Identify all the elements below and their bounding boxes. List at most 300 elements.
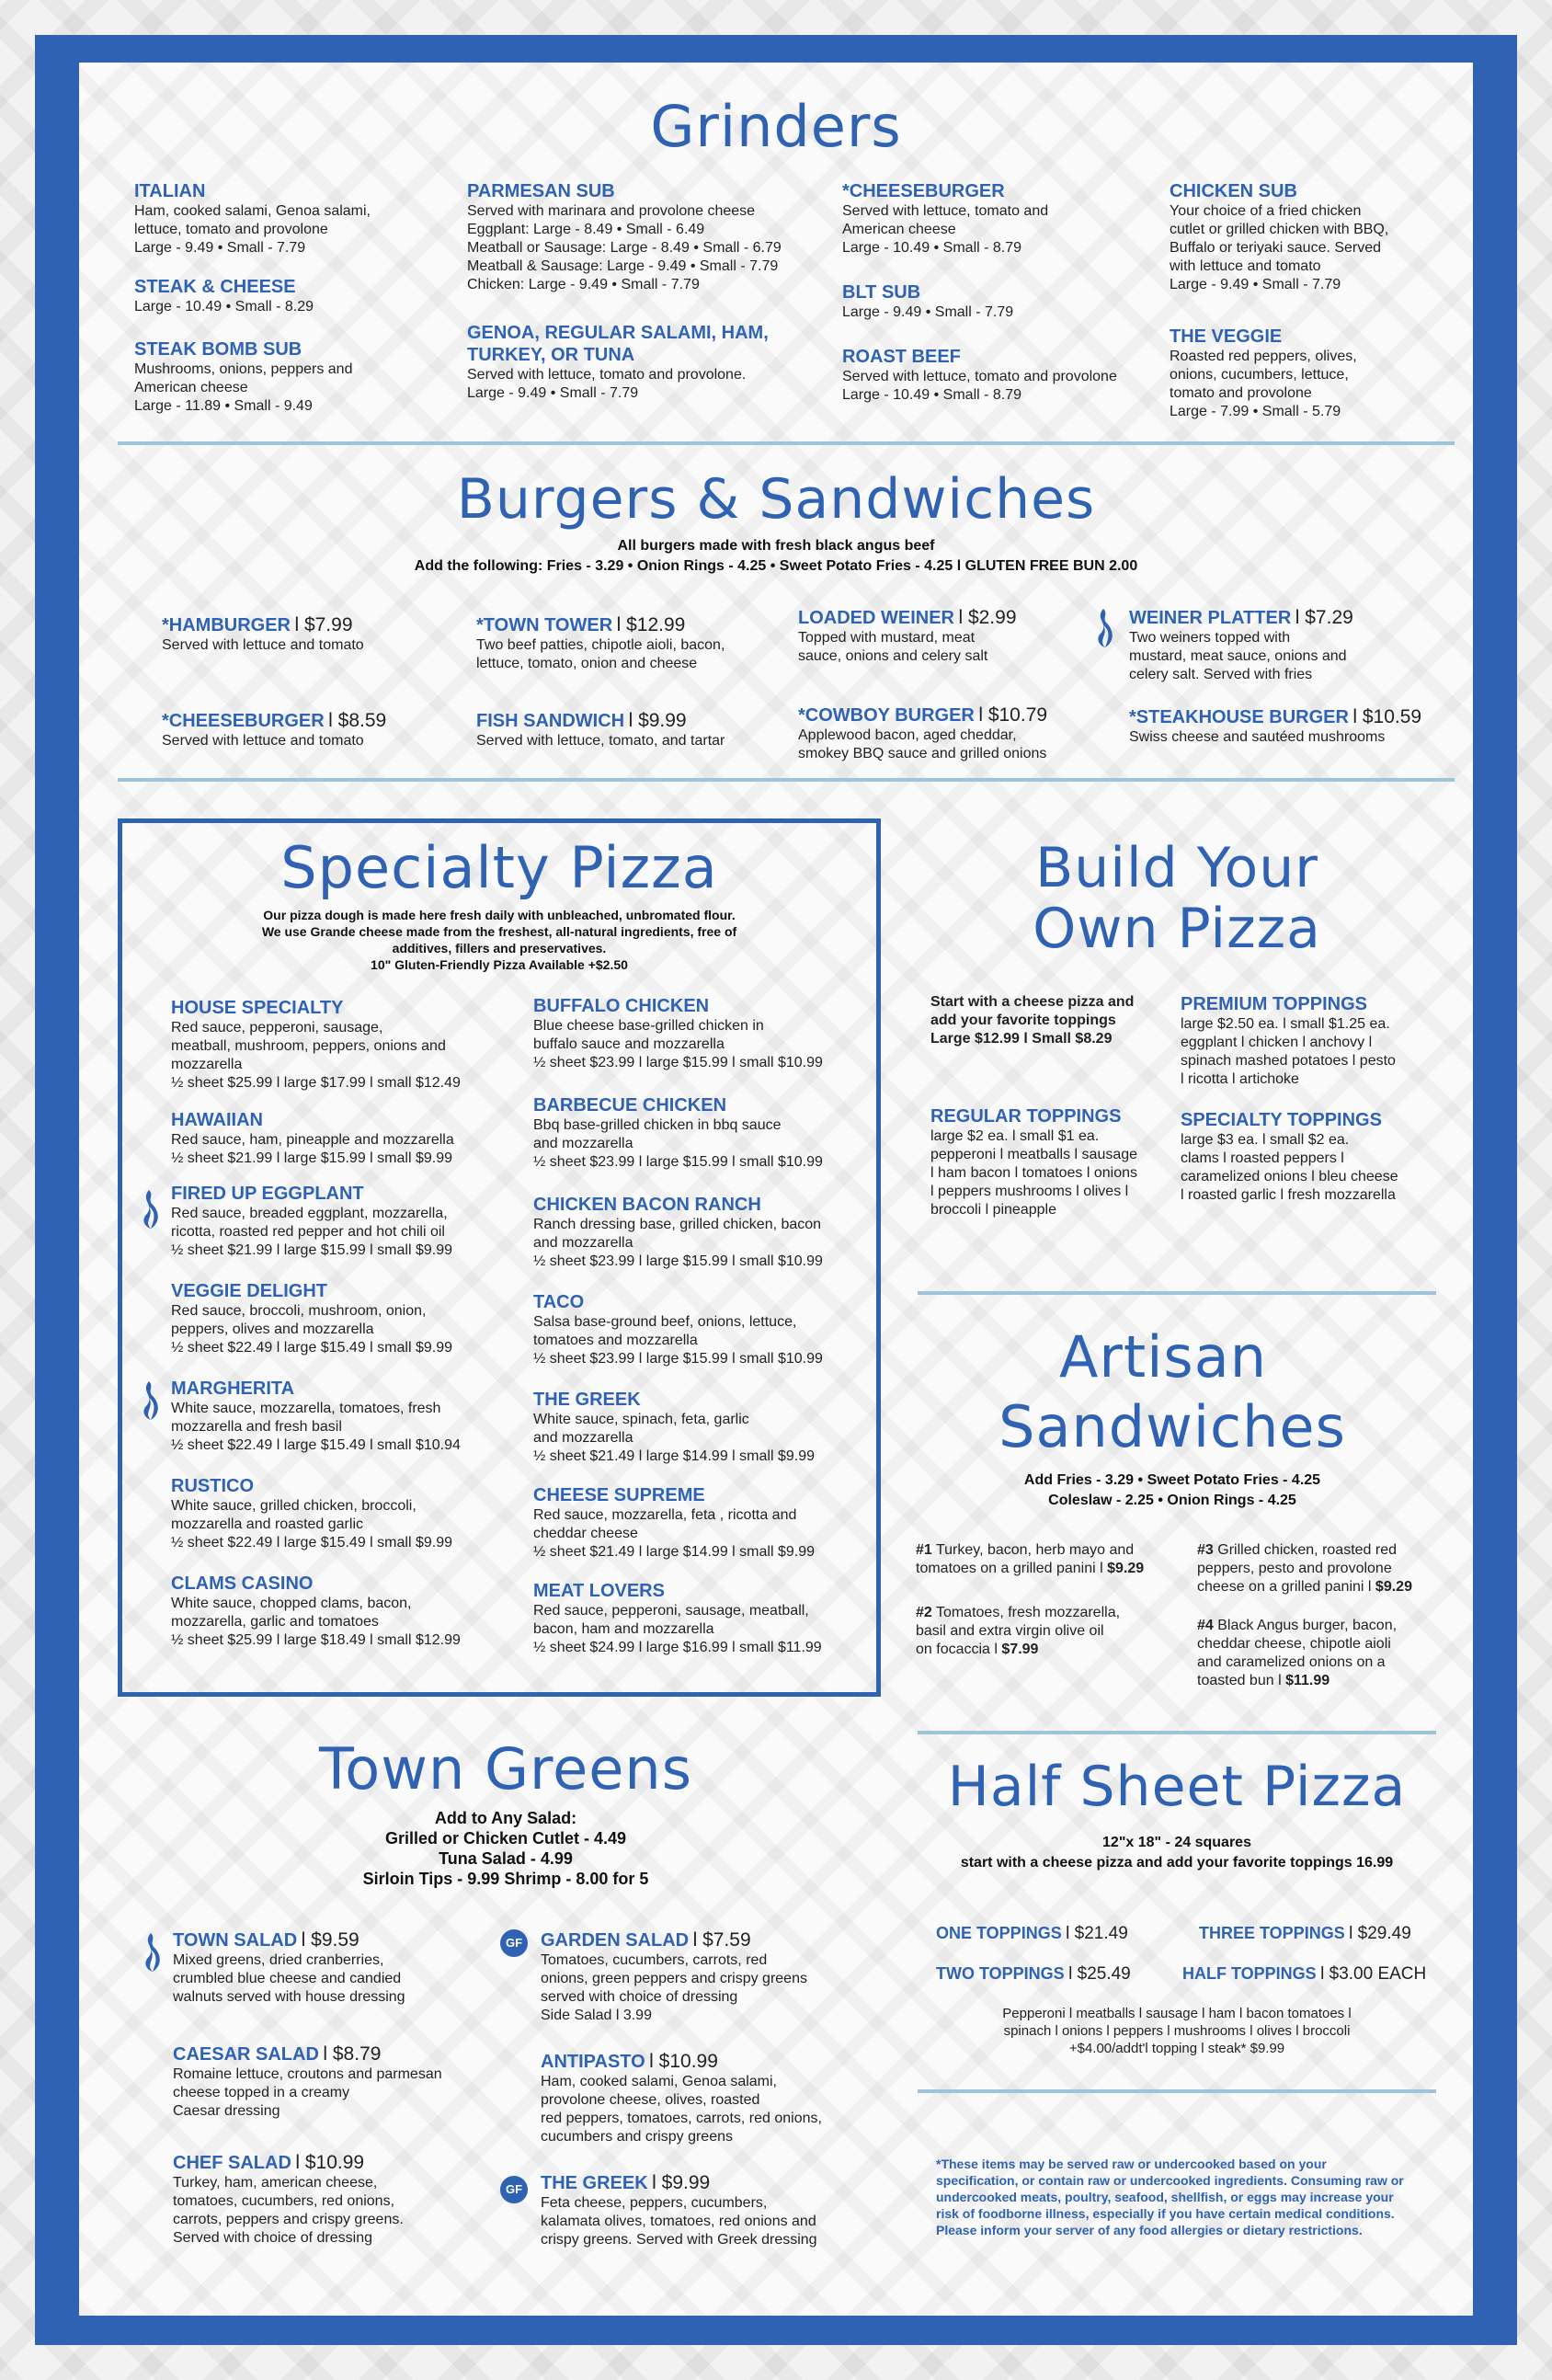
item-desc: and mozzarella [533, 1430, 633, 1446]
byo-title-line1: Build Your [1035, 836, 1318, 900]
item-desc: meatball, mushroom, peppers, onions and [171, 1038, 446, 1054]
sandwich-number: #4 [1197, 1618, 1214, 1633]
item-name: TACO [533, 1292, 585, 1312]
item-name: TWO TOPPINGS [936, 1964, 1065, 1983]
byo-start-line: add your favorite toppings [930, 1013, 1116, 1028]
item-name: CAESAR SALAD [173, 2044, 319, 2065]
item-desc: buffalo sauce and mozzarella [533, 1036, 725, 1052]
intro-line: 10" Gluten-Friendly Pizza Available +$2.50 [371, 957, 628, 972]
item-price: ½ sheet $21.49 l large $14.99 l small $9.99 [533, 1544, 815, 1560]
flame-icon [138, 1931, 165, 1974]
item-name: WEINER PLATTER [1129, 608, 1292, 628]
item-desc: American cheese [842, 222, 956, 237]
toppings-line: Pepperoni l meatballs l sausage l ham l bacon tomatoes l [1002, 2006, 1352, 2021]
byo-start [930, 993, 1179, 1048]
item-desc: red peppers, tomatoes, carrots, red onions, [541, 2111, 822, 2126]
item-desc: Two beef patties, chipotle aioli, bacon, [476, 637, 725, 653]
item-price: l $2.99 [958, 607, 1017, 628]
byo-specialty-toppings [1181, 1109, 1447, 1205]
item-desc: Served with lettuce, tomato and provolone [842, 369, 1117, 384]
item-desc: mozzarella, garlic and tomatoes [171, 1614, 379, 1630]
item-price: Large - 9.49 • Small - 7.79 [467, 385, 639, 401]
item-desc: American cheese [134, 380, 248, 395]
item-desc: peppers, pesto and provolone [1197, 1561, 1392, 1576]
item-desc: Turkey, bacon, herb mayo and [935, 1542, 1135, 1558]
grinder-veggie [1170, 326, 1445, 421]
item-name: BARBECUE CHICKEN [533, 1095, 727, 1116]
add-on-line: Sirloin Tips - 9.99 Shrimp - 8.00 for 5 [362, 1870, 649, 1888]
item-price: ½ sheet $21.49 l large $14.99 l small $9.99 [533, 1448, 815, 1464]
item-price: ½ sheet $25.99 l large $17.99 l small $12.49 [171, 1075, 461, 1091]
item-desc: broccoli l pineapple [930, 1202, 1056, 1218]
item-name: CHICKEN SUB [1170, 181, 1297, 201]
item-desc: Applewood bacon, aged cheddar, [798, 727, 1017, 743]
item-desc: Served with lettuce and tomato [162, 637, 364, 653]
item-price: large $2 ea. l small $1 ea. [930, 1128, 1100, 1144]
artisan-title-line2: Sandwiches [999, 1393, 1346, 1460]
item-desc: Roasted red peppers, olives, [1170, 349, 1357, 364]
artisan-2 [916, 1604, 1182, 1659]
item-price: Large - 11.89 • Small - 9.49 [134, 398, 313, 414]
flame-icon [1090, 607, 1118, 649]
item-desc: l roasted garlic l fresh mozzarella [1181, 1187, 1396, 1203]
intro-line: We use Grande cheese made from the freshest, all-natural ingredients, free of [261, 924, 737, 939]
halfsheet-half [1182, 1962, 1426, 1985]
item-price: ½ sheet $22.49 l large $15.49 l small $10.94 [171, 1437, 461, 1453]
notice-line: risk of foodborne illness, especially if you have certain medical conditions. [936, 2206, 1395, 2221]
item-price: Meatball or Sausage: Large - 8.49 • Small - 6.79 [467, 240, 782, 256]
item-price: Large - 7.99 • Small - 5.79 [1170, 404, 1341, 419]
pizza-fired-up-eggplant [171, 1183, 502, 1260]
grinder-blt [842, 281, 1164, 322]
item-price: ½ sheet $21.99 l large $15.99 l small $9.99 [171, 1150, 452, 1166]
item-price: Large - 9.49 • Small - 7.79 [1170, 277, 1341, 292]
greens-title: Town Greens [318, 1735, 693, 1802]
item-desc: kalamata olives, tomatoes, red onions and [541, 2214, 816, 2229]
halfsheet-two [936, 1962, 1131, 1985]
item-name: CHEF SALAD [173, 2153, 291, 2173]
item-desc: Served with lettuce, tomato, and tartar [476, 733, 725, 749]
halfsheet-start: start with a cheese pizza and add your favorite toppings 16.99 [960, 1855, 1394, 1871]
divider [118, 778, 1455, 782]
greens-add-ons [276, 1808, 736, 1889]
item-price: l $8.79 [323, 2043, 382, 2065]
item-name: MARGHERITA [171, 1379, 295, 1399]
toppings-line: +$4.00/addt'l topping l steak* $9.99 [1068, 2041, 1285, 2056]
item-price: Large - 10.49 • Small - 8.79 [842, 240, 1022, 256]
item-name: FIRED UP EGGPLANT [171, 1184, 364, 1204]
gf-badge-icon: GF [500, 2176, 528, 2203]
item-name: PREMIUM TOPPINGS [1181, 994, 1367, 1014]
item-desc: Salsa base-ground beef, onions, lettuce, [533, 1314, 797, 1330]
item-desc: smokey BBQ sauce and grilled onions [798, 746, 1047, 761]
item-price: l $7.99 [294, 614, 353, 635]
halfsheet-size: 12"x 18" - 24 squares [1102, 1835, 1251, 1850]
pizza-rustico [171, 1475, 502, 1552]
item-name: GENOA, REGULAR SALAMI, HAM, [467, 323, 769, 343]
item-name: STEAK BOMB SUB [134, 339, 302, 360]
item-name: THE VEGGIE [1170, 326, 1283, 347]
item-name: ROAST BEEF [842, 347, 961, 367]
item-name: TOWN SALAD [173, 1930, 298, 1951]
item-desc: Swiss cheese and sautéed mushrooms [1129, 729, 1386, 745]
item-price: Side Salad l 3.99 [541, 2008, 652, 2023]
specialty-intro [165, 907, 833, 973]
item-desc: Mixed greens, dried cranberries, [173, 1952, 384, 1968]
item-desc: Black Angus burger, bacon, [1217, 1618, 1398, 1633]
grinder-steak-cheese [134, 276, 438, 316]
item-price: large $2.50 ea. l small $1.25 ea. [1181, 1016, 1390, 1032]
pizza-chicken-bacon-ranch [533, 1194, 864, 1271]
item-desc: mozzarella and roasted garlic [171, 1516, 363, 1532]
item-desc: Ham, cooked salami, Genoa salami, [541, 2074, 777, 2089]
byo-title-line2: Own Pizza [1033, 897, 1321, 961]
burger-hamburger [162, 614, 456, 655]
pizza-house-specialty [171, 997, 502, 1093]
item-name: ITALIAN [134, 181, 206, 201]
item-desc: clams l roasted peppers l [1181, 1150, 1344, 1166]
item-desc: Served with lettuce and tomato [162, 733, 364, 749]
item-desc: toasted bun l [1197, 1673, 1282, 1688]
pizza-buffalo-chicken [533, 995, 864, 1072]
item-name: RUSTICO [171, 1476, 254, 1496]
byo-start-price: Large $12.99 l Small $8.29 [930, 1031, 1113, 1047]
item-desc: onions, green peppers and crispy greens [541, 1971, 807, 1986]
item-desc: Turkey, ham, american cheese, [173, 2175, 378, 2191]
item-desc: Red sauce, pepperoni, sausage, [171, 1020, 383, 1036]
item-desc: Served with choice of dressing [173, 2230, 372, 2246]
grinder-roast-beef [842, 346, 1164, 405]
item-desc: Caesar dressing [173, 2103, 280, 2119]
divider [118, 441, 1455, 445]
item-desc: tomatoes on a grilled panini l [916, 1561, 1103, 1576]
item-desc: lettuce, tomato, onion and cheese [476, 656, 698, 671]
item-price: ½ sheet $23.99 l large $15.99 l small $10.99 [533, 1253, 823, 1269]
item-desc: with lettuce and tomato [1170, 258, 1321, 274]
pizza-the-greek [533, 1389, 864, 1466]
item-name: REGULAR TOPPINGS [930, 1106, 1122, 1127]
grinder-italian [134, 180, 438, 257]
salad-antipasto [541, 2051, 872, 2146]
salad-chef [173, 2152, 485, 2248]
item-desc: Buffalo or teriyaki sauce. Served [1170, 240, 1382, 256]
item-price: ½ sheet $22.49 l large $15.49 l small $9.99 [171, 1340, 452, 1356]
item-price: l $10.79 [978, 704, 1048, 726]
item-desc: Tomatoes, fresh mozzarella, [935, 1605, 1121, 1620]
artisan-title-line1: Artisan [1058, 1323, 1268, 1390]
salad-garden [541, 1929, 872, 2025]
burger-town-tower [476, 614, 789, 673]
item-name-cont: TURKEY, OR TUNA [467, 345, 635, 365]
artisan-4 [1197, 1617, 1455, 1690]
item-desc: crispy greens. Served with Greek dressing [541, 2232, 817, 2248]
item-name: PARMESAN SUB [467, 181, 615, 201]
item-desc: White sauce, mozzarella, tomatoes, fresh [171, 1401, 441, 1416]
notice-line: specification, or contain raw or undercooked ingredients. Consuming raw or [936, 2173, 1404, 2188]
byo-premium-toppings [1181, 993, 1447, 1089]
item-desc: caramelized onions l bleu cheese [1181, 1169, 1398, 1184]
item-desc: on focaccia l [916, 1642, 998, 1657]
item-price: $9.29 [1375, 1579, 1412, 1595]
item-price: Large - 10.49 • Small - 8.79 [842, 387, 1022, 403]
item-name: THE GREEK [533, 1390, 641, 1410]
item-price: l $8.59 [328, 710, 387, 731]
pizza-clams-casino [171, 1573, 502, 1650]
artisan-addons-2: Coleslaw - 2.25 • Onion Rings - 4.25 [1048, 1493, 1296, 1508]
burger-cheeseburger [162, 710, 456, 750]
item-desc: Your choice of a fried chicken [1170, 203, 1362, 219]
item-desc: Grilled chicken, roasted red [1217, 1542, 1398, 1558]
item-desc: Feta cheese, peppers, cucumbers, [541, 2195, 768, 2211]
salad-town [173, 1929, 485, 2007]
sandwich-number: #3 [1197, 1542, 1214, 1558]
item-desc: Red sauce, pepperoni, sausage, meatball, [533, 1603, 809, 1619]
pizza-cheese-supreme [533, 1484, 864, 1562]
item-desc: eggplant l chicken l anchovy l [1181, 1035, 1373, 1050]
item-desc: White sauce, spinach, feta, garlic [533, 1412, 749, 1427]
item-name: CHICKEN BACON RANCH [533, 1195, 761, 1215]
item-name: THE GREEK [541, 2173, 648, 2193]
item-desc: peppers, olives and mozzarella [171, 1322, 374, 1337]
burger-loaded-weiner [798, 607, 1101, 666]
item-desc: sauce, onions and celery salt [798, 648, 988, 664]
item-desc: Bbq base-grilled chicken in bbq sauce [533, 1117, 782, 1133]
item-desc: Red sauce, ham, pineapple and mozzarella [171, 1132, 454, 1148]
item-desc: cucumbers and crispy greens [541, 2129, 733, 2145]
pizza-barbecue-chicken [533, 1094, 864, 1172]
item-name: *CHEESEBURGER [842, 181, 1005, 201]
item-desc: and mozzarella [533, 1235, 633, 1251]
item-desc: cheese on a grilled panini l [1197, 1579, 1372, 1595]
item-price: Meatball & Sausage: Large - 9.49 • Small - 7.79 [467, 258, 779, 274]
item-desc: mozzarella [171, 1057, 243, 1072]
item-desc: White sauce, chopped clams, bacon, [171, 1596, 412, 1611]
pizza-margherita [171, 1378, 502, 1455]
item-desc: and mozzarella [533, 1136, 633, 1151]
item-desc: l ham bacon l tomatoes l onions [930, 1165, 1138, 1181]
item-desc: cutlet or grilled chicken with BBQ, [1170, 222, 1389, 237]
item-desc: walnuts served with house dressing [173, 1989, 405, 2005]
pizza-meat-lovers [533, 1580, 864, 1657]
notice-line: Please inform your server of any food allergies or dietary restrictions. [936, 2223, 1363, 2237]
item-desc: Served with lettuce, tomato and [842, 203, 1049, 219]
burger-weiner-platter [1129, 607, 1442, 684]
sandwich-number: #2 [916, 1605, 932, 1620]
item-price: Large - 9.49 • Small - 7.79 [134, 240, 306, 256]
item-name: BLT SUB [842, 282, 921, 303]
item-name: ANTIPASTO [541, 2052, 645, 2072]
item-desc: Topped with mustard, meat [798, 630, 976, 646]
salad-greek [541, 2172, 872, 2249]
item-desc: Blue cheese base-grilled chicken in [533, 1018, 764, 1034]
item-price: l $9.99 [652, 2172, 711, 2193]
item-price: ½ sheet $25.99 l large $18.49 l small $12.99 [171, 1632, 461, 1648]
notice-line: *These items may be served raw or undercooked based on your [936, 2157, 1327, 2171]
item-name: GARDEN SALAD [541, 1930, 690, 1951]
item-desc: spinach mashed potatoes l pesto [1181, 1053, 1396, 1069]
item-desc: Served with lettuce, tomato and provolone. [467, 367, 747, 383]
artisan-addons: Add Fries - 3.29 • Sweet Potato Fries - 4.25 [1023, 1472, 1321, 1488]
item-desc: carrots, peppers and crispy greens. [173, 2212, 404, 2227]
item-desc: provolone cheese, olives, roasted [541, 2092, 760, 2108]
item-desc: Ranch dressing base, grilled chicken, bacon [533, 1217, 822, 1232]
item-desc: tomatoes, cucumbers, red onions, [173, 2193, 395, 2209]
item-name: HALF TOPPINGS [1182, 1964, 1317, 1983]
item-price: $9.29 [1107, 1561, 1145, 1576]
item-desc: and caramelized onions on a [1197, 1654, 1386, 1670]
item-name: MEAT LOVERS [533, 1581, 665, 1601]
item-price: ½ sheet $24.99 l large $16.99 l small $11.99 [533, 1640, 822, 1655]
item-name: *STEAKHOUSE BURGER [1129, 707, 1349, 727]
item-desc: served with choice of dressing [541, 1989, 738, 2005]
item-desc: ricotta, roasted red pepper and hot chili oil [171, 1224, 445, 1240]
item-desc: Served with marinara and provolone cheese [467, 203, 756, 219]
item-name: BUFFALO CHICKEN [533, 996, 710, 1016]
item-name: HOUSE SPECIALTY [171, 998, 344, 1018]
item-name: CLAMS CASINO [171, 1573, 314, 1594]
item-desc: mozzarella and fresh basil [171, 1419, 342, 1435]
notice-line: undercooked meats, poultry, seafood, shellfish, or eggs may increase your [936, 2190, 1394, 2204]
burger-fish-sandwich [476, 710, 789, 750]
item-desc: onions, cucumbers, lettuce, [1170, 367, 1349, 383]
add-on-line: Add to Any Salad: [434, 1809, 577, 1827]
item-price: l $9.59 [301, 1929, 359, 1951]
pizza-veggie-delight [171, 1280, 502, 1357]
item-price: ½ sheet $23.99 l large $15.99 l small $10.99 [533, 1055, 823, 1070]
add-on-line: Tuna Salad - 4.99 [439, 1849, 573, 1868]
burgers-title: Burgers & Sandwiches [456, 467, 1096, 532]
byo-regular-toppings [930, 1105, 1179, 1219]
item-desc: White sauce, grilled chicken, broccoli, [171, 1498, 417, 1514]
item-desc: cheddar cheese, chipotle aioli [1197, 1636, 1391, 1652]
burger-cowboy [798, 704, 1101, 763]
pizza-hawaiian [171, 1109, 502, 1168]
item-price: l $10.59 [1352, 706, 1422, 727]
item-price: $11.99 [1285, 1673, 1330, 1688]
divider [918, 1291, 1436, 1295]
toppings-line: spinach l onions l peppers l mushrooms l olives l broccoli [1003, 2023, 1351, 2039]
item-desc: Two weiners topped with [1129, 630, 1291, 646]
item-desc: pepperoni l meatballs l sausage [930, 1147, 1138, 1162]
artisan-1 [916, 1541, 1182, 1578]
halfsheet-title: Half Sheet Pizza [947, 1755, 1407, 1819]
halfsheet-toppings [919, 2005, 1434, 2057]
item-name: THREE TOPPINGS [1199, 1924, 1345, 1942]
sandwich-number: #1 [916, 1542, 932, 1558]
halfsheet-one [936, 1922, 1128, 1944]
item-name: *CHEESEBURGER [162, 711, 325, 731]
grinder-cheeseburger [842, 180, 1164, 257]
salad-caesar [173, 2043, 485, 2121]
item-price: l $7.29 [1295, 607, 1353, 628]
item-desc: l peppers mushrooms l olives l [930, 1184, 1129, 1199]
item-price: l $7.59 [692, 1929, 751, 1951]
item-price: ½ sheet $23.99 l large $15.99 l small $10.99 [533, 1154, 823, 1170]
item-price: Eggplant: Large - 8.49 • Small - 6.49 [467, 222, 705, 237]
specialty-title: Specialty Pizza [280, 834, 718, 901]
item-desc: Red sauce, breaded eggplant, mozzarella, [171, 1206, 448, 1221]
burger-steakhouse [1129, 706, 1460, 747]
burgers-addons: Add the following: Fries - 3.29 • Onion Rings - 4.25 • Sweet Potato Fries - 4.25 l GLUTEN FREE BUN 2.00 [414, 558, 1138, 574]
flame-icon [136, 1188, 164, 1230]
item-desc: Tomatoes, cucumbers, carrots, red [541, 1952, 768, 1968]
add-on-line: Grilled or Chicken Cutlet - 4.49 [384, 1829, 627, 1848]
item-name: VEGGIE DELIGHT [171, 1281, 328, 1301]
item-desc: Mushrooms, onions, peppers and [134, 361, 353, 377]
food-safety-notice [936, 2156, 1451, 2238]
intro-line: additives, fillers and preservatives. [392, 941, 607, 955]
gf-badge-icon: GF [500, 1929, 528, 1957]
byo-start-line: Start with a cheese pizza and [930, 994, 1135, 1010]
item-desc: mustard, meat sauce, onions and [1129, 648, 1347, 664]
halfsheet-three [1199, 1922, 1411, 1944]
grinder-parmesan [467, 180, 826, 294]
item-price: l $12.99 [616, 614, 686, 635]
item-price: l $3.00 EACH [1320, 1964, 1427, 1984]
grinders-title: Grinders [650, 93, 902, 160]
intro-line: Our pizza dough is made here fresh daily with unbleached, unbromated flour. [263, 908, 736, 922]
item-desc: bacon, ham and mozzarella [533, 1621, 714, 1637]
item-price: l $10.99 [295, 2152, 365, 2173]
item-name: *TOWN TOWER [476, 615, 613, 635]
item-desc: cheese topped in a creamy [173, 2085, 350, 2100]
item-desc: celery salt. Served with fries [1129, 667, 1313, 682]
divider [918, 2089, 1436, 2093]
artisan-3 [1197, 1541, 1455, 1596]
item-name: HAWAIIAN [171, 1110, 263, 1130]
grinder-genoa [467, 322, 826, 403]
flame-icon [136, 1379, 164, 1422]
item-desc: Ham, cooked salami, Genoa salami, [134, 203, 371, 219]
item-price: Large - 9.49 • Small - 7.79 [842, 304, 1014, 320]
grinder-steak-bomb [134, 338, 438, 416]
item-desc: basil and extra virgin olive oil [916, 1623, 1104, 1639]
item-name: *HAMBURGER [162, 615, 291, 635]
item-price: large $3 ea. l small $2 ea. [1181, 1132, 1350, 1148]
item-name: ONE TOPPINGS [936, 1924, 1062, 1942]
item-price: ½ sheet $21.99 l large $15.99 l small $9.99 [171, 1242, 452, 1258]
burgers-note: All burgers made with fresh black angus beef [617, 538, 935, 554]
item-price: Large - 10.49 • Small - 8.29 [134, 299, 314, 315]
item-price: ½ sheet $23.99 l large $15.99 l small $10.99 [533, 1351, 823, 1367]
item-desc: lettuce, tomato and provolone [134, 222, 328, 237]
item-name: SPECIALTY TOPPINGS [1181, 1110, 1382, 1130]
item-desc: l ricotta l artichoke [1181, 1071, 1299, 1087]
item-name: LOADED WEINER [798, 608, 954, 628]
grinder-chicken-sub [1170, 180, 1445, 294]
item-price: l $25.49 [1068, 1964, 1131, 1984]
item-price: ½ sheet $22.49 l large $15.49 l small $9.99 [171, 1535, 452, 1550]
divider [918, 1731, 1436, 1734]
item-name: CHEESE SUPREME [533, 1485, 705, 1505]
item-desc: tomatoes and mozzarella [533, 1333, 698, 1348]
item-desc: tomato and provolone [1170, 385, 1312, 401]
item-desc: Red sauce, mozzarella, feta , ricotta and [533, 1507, 797, 1523]
item-price: l $21.49 [1066, 1924, 1128, 1943]
item-price: l $29.49 [1349, 1924, 1411, 1943]
item-desc: cheddar cheese [533, 1526, 638, 1541]
item-desc: Red sauce, broccoli, mushroom, onion, [171, 1303, 427, 1319]
pizza-taco [533, 1291, 864, 1368]
item-name: STEAK & CHEESE [134, 277, 296, 297]
item-desc: Romaine lettuce, croutons and parmesan [173, 2066, 442, 2082]
item-desc: crumbled blue cheese and candied [173, 1971, 402, 1986]
item-price: l $9.99 [628, 710, 687, 731]
item-price: Chicken: Large - 9.49 • Small - 7.79 [467, 277, 700, 292]
item-name: *COWBOY BURGER [798, 705, 975, 726]
item-name: FISH SANDWICH [476, 711, 625, 731]
item-price: $7.99 [1001, 1642, 1039, 1657]
